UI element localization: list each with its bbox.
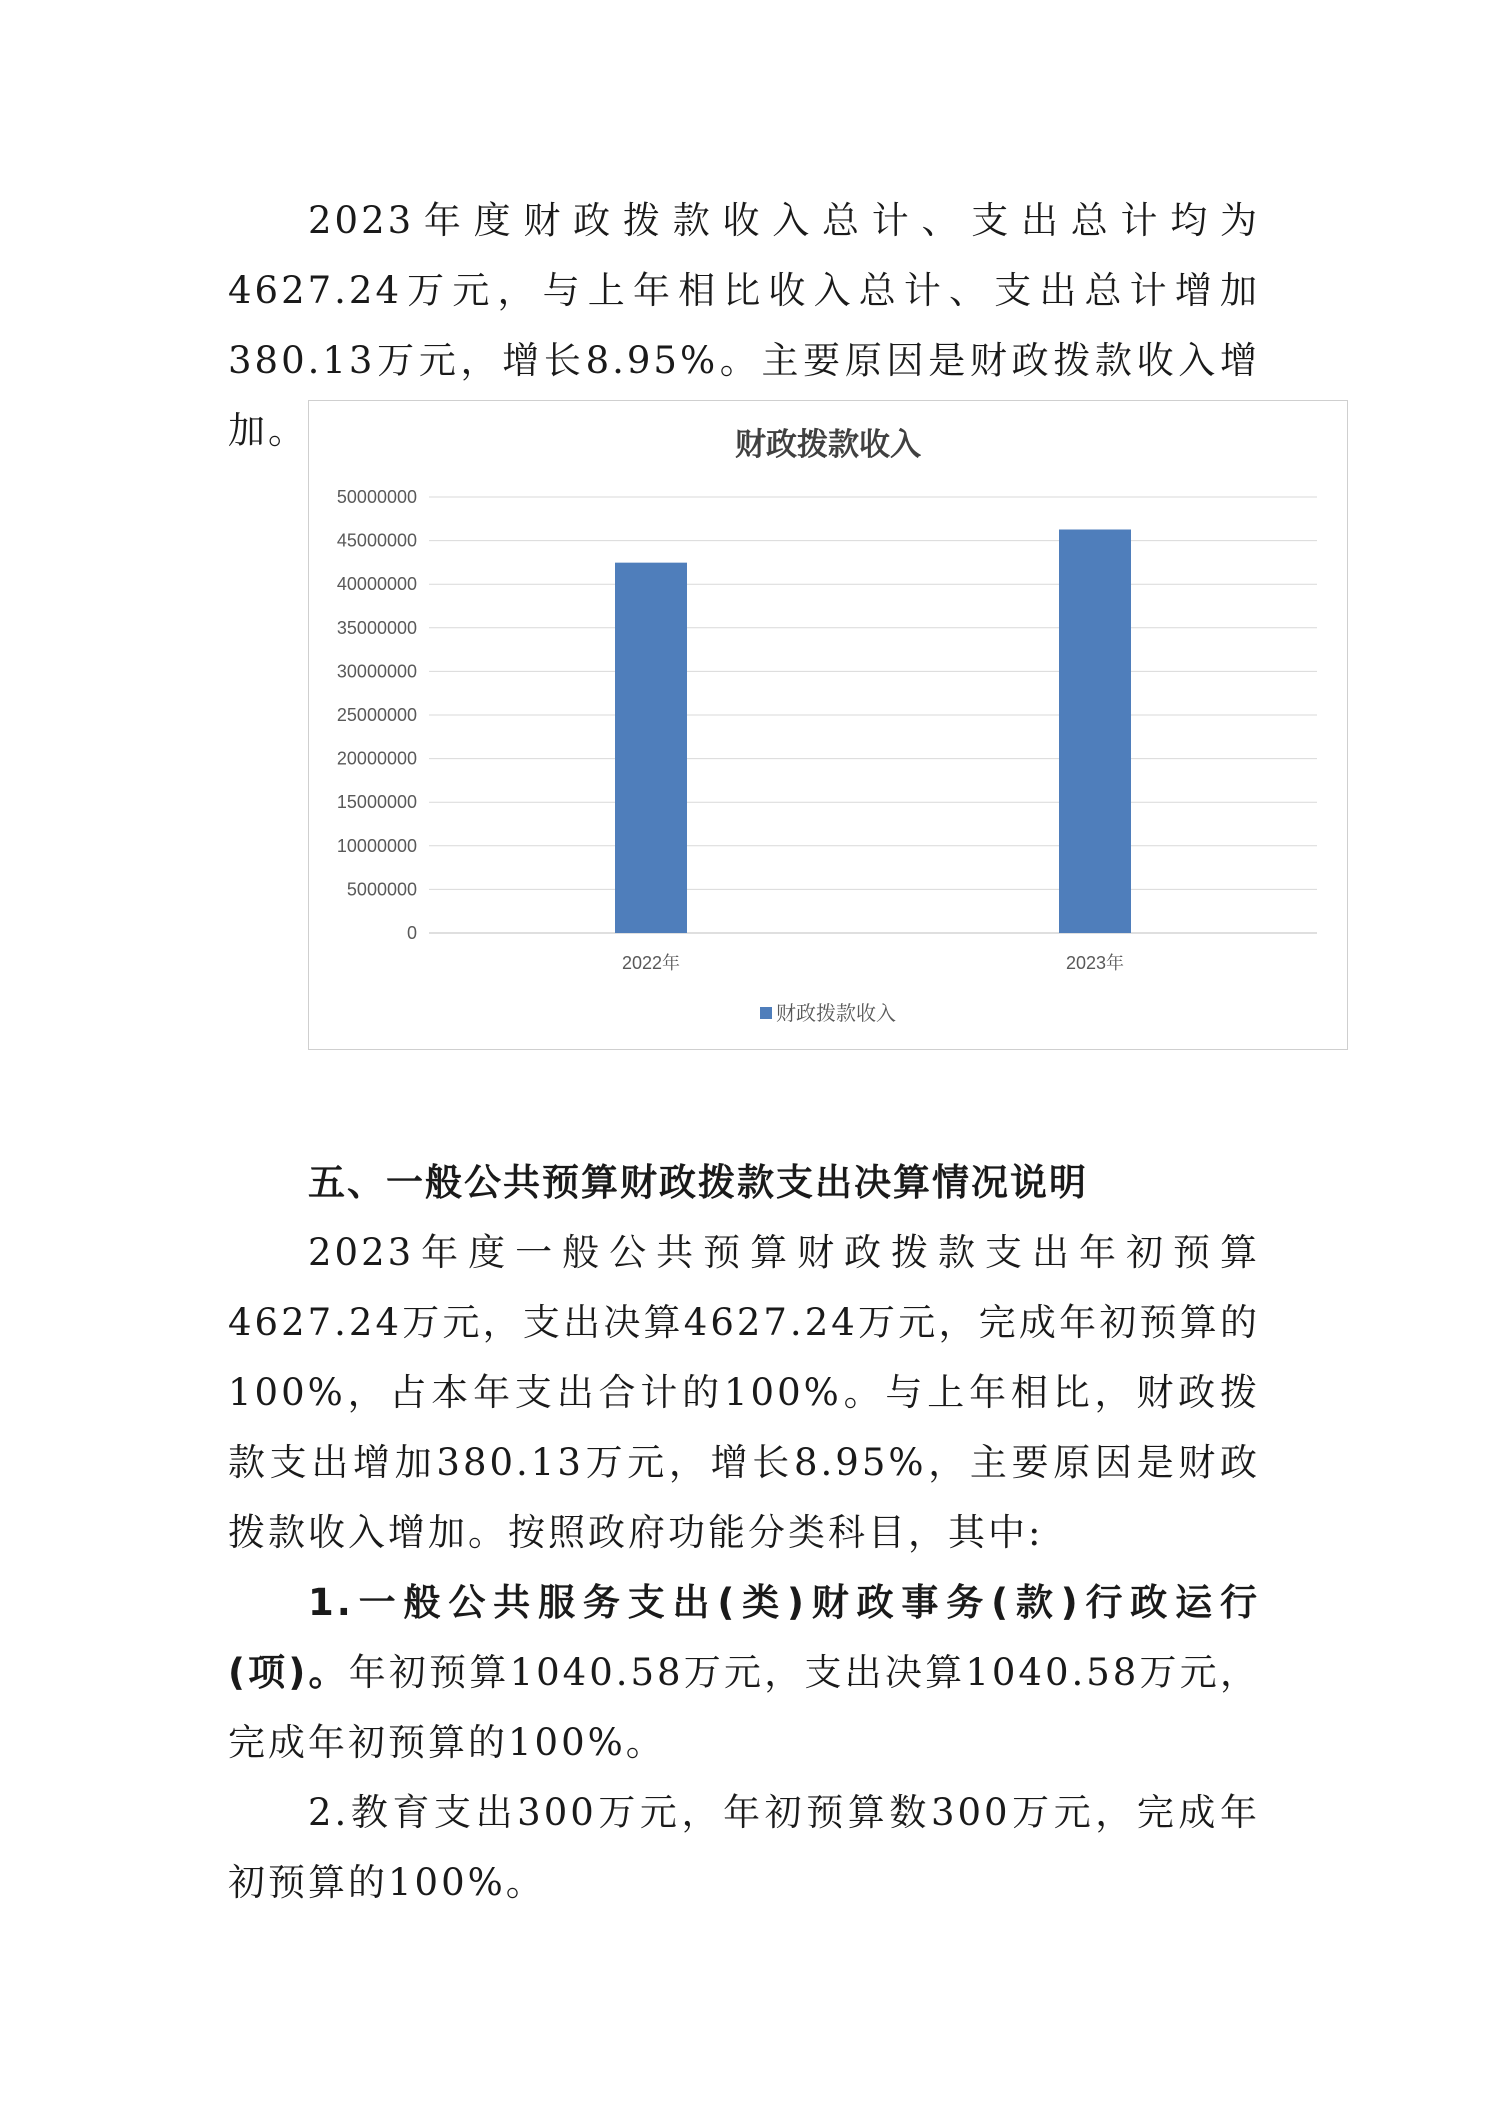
intro-paragraph: 2023年度财政拨款收入总计、支出总计均为4627.24万元，与上年相比收入总计、支出总计增加380.13万元，增长8.95%。主要原因是财政拨款收入增加。: [228, 199, 1260, 452]
y-tick-label: 30000000: [336, 661, 417, 682]
section-paragraph: 2023年度一般公共预算财政拨款支出年初预算4627.24万元，支出决算4627.24万元，完成年初预算的100%，占本年支出合计的100%。与上年相比，财政拨款支出增加380.13万元，增长8.95%，主要原因是财政拨款收入增加。按照政府功能分类科目，其中:: [228, 1231, 1260, 1554]
y-tick-label: 0: [406, 923, 417, 943]
item-2-paragraph: 2.教育支出300万元，年初预算数300万元，完成年初预算的100%。: [228, 1791, 1260, 1904]
chart-title: 财政拨款收入: [735, 427, 921, 463]
y-tick-label: 40000000: [336, 574, 417, 595]
item-1-paragraph: [228, 1568, 1260, 1778]
legend-swatch: [760, 1007, 772, 1019]
x-tick-label: 2023年: [1065, 953, 1125, 973]
y-tick-label: 45000000: [336, 530, 417, 551]
y-tick-label: 15000000: [336, 792, 417, 813]
bar: [1059, 530, 1131, 933]
revenue-bar-chart: [308, 400, 1348, 1050]
y-tick-label: 10000000: [336, 835, 417, 856]
y-tick-label: 50000000: [336, 487, 417, 507]
legend-label: 财政拨款收入: [776, 1001, 896, 1025]
item-1-text: 年初预算1040.58万元，支出决算1040.58万元，完成年初预算的100%。: [228, 1651, 1260, 1764]
x-tick-label: 2022年: [621, 953, 681, 973]
bar: [615, 563, 687, 933]
chart-legend: [309, 997, 1347, 1026]
y-tick-label: 5000000: [346, 879, 417, 900]
y-tick-label: 35000000: [336, 617, 417, 638]
y-tick-label: 20000000: [336, 748, 417, 769]
item-1-lead: 1.一般公共服务支出(类)财政事务(款)行政运行(项)。: [228, 1581, 1260, 1694]
chart-plot-area: [309, 401, 1349, 1051]
y-tick-label: 25000000: [336, 705, 417, 725]
section-heading: 五、一般公共预算财政拨款支出决算情况说明: [308, 1161, 1088, 1204]
